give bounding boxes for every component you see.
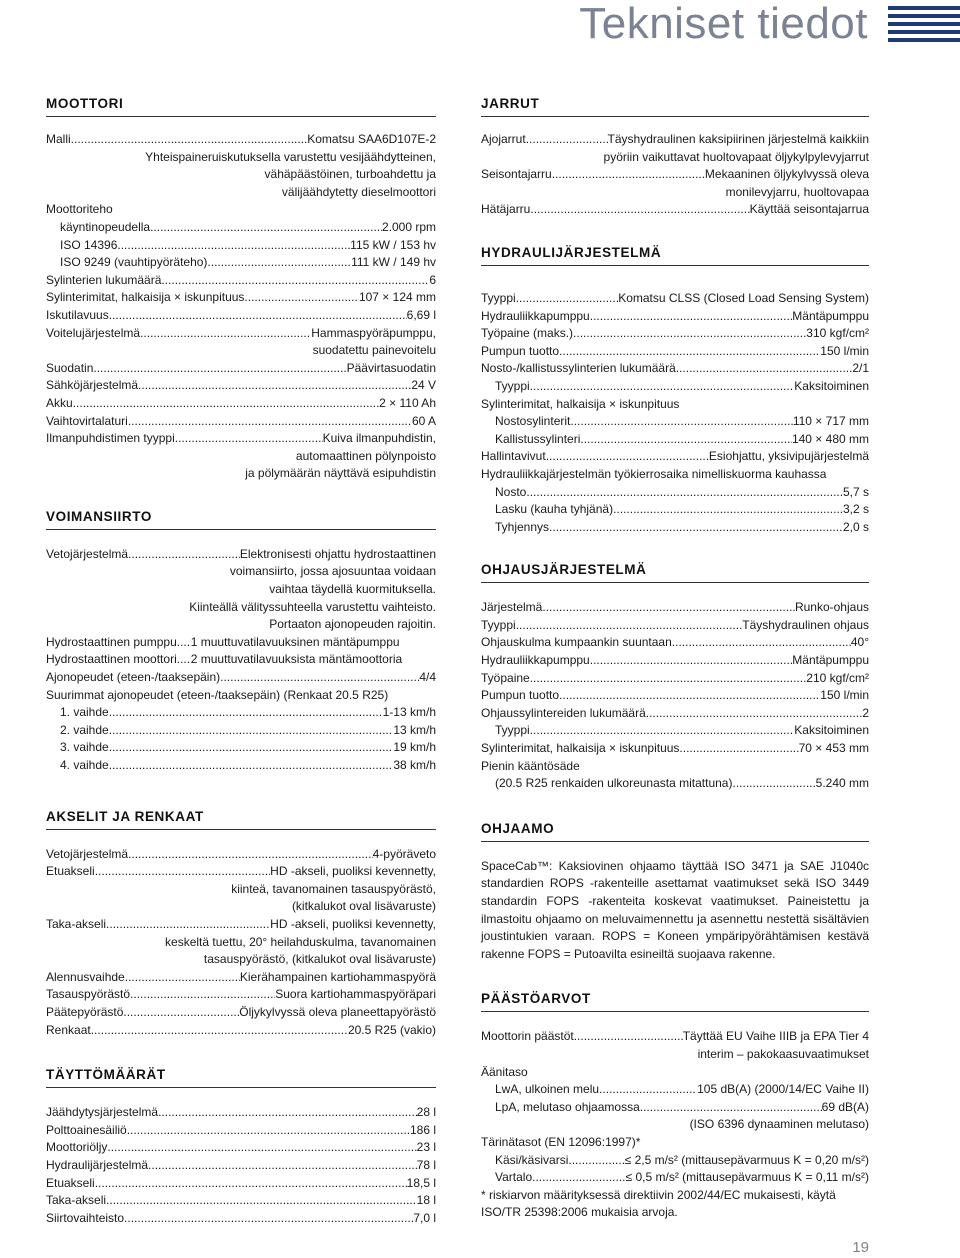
spec-row: Päätepyörästö ..... Öljykylvyssä oleva planeettapyörästö (46, 1004, 436, 1022)
spec-row: Lasku (kauha tyhjänä) ..... 3,2 s (481, 501, 869, 519)
spec-row: Sähköjärjestelmä ..... 24 V (46, 377, 436, 395)
spec-row: Tyyppi ..... Komatsu CLSS (Closed Load Sensing System) (481, 290, 869, 308)
spec-row: Hydrauliikkapumppu ..... Mäntäpumppu (481, 308, 869, 326)
spec-row: Etuakseli ..... HD -akseli, puoliksi kevennetty, (46, 863, 436, 881)
page-title: Tekniset tiedot (579, 0, 868, 48)
spec-row: Hätäjarru ..... Käyttää seisontajarrua (481, 201, 869, 219)
section-heading: MOOTTORI (46, 96, 436, 117)
spec-row: 4. vaihde ..... 38 km/h (46, 757, 436, 775)
spec-continuation: voimansiirto, jossa ajosuuntaa voidaan (229, 564, 436, 579)
spec-continuation: suodatettu painevoitelu (312, 343, 436, 358)
section-moottori (46, 96, 436, 483)
spec-continuation: (kitkalukot oval lisävaruste) (291, 899, 436, 914)
spec-row: Käsi/käsivarsi ..... ≤ 2,5 m/s² (mittausepävarmuus K = 0,20 m/s²) (481, 1152, 869, 1170)
spec-row: Nostosylinterit ..... 110 × 717 mm (481, 413, 869, 431)
spec-label: Suurimmat ajonopeudet (eteen-/taaksepäin) (Renkaat 20.5 R25) (46, 687, 389, 702)
spec-row: Vetojärjestelmä ..... 4-pyöräveto (46, 846, 436, 864)
spec-row: Taka-akseli ..... 18 l (46, 1192, 436, 1210)
spec-row: Kallistussylinteri ..... 140 × 480 mm (481, 431, 869, 449)
section-heading: OHJAAMO (481, 821, 869, 842)
section-voimansiirto (46, 509, 436, 775)
spec-row: 2. vaihde ..... 13 km/h (46, 722, 436, 740)
spec-row: Ilmanpuhdistimen tyyppi ..... Kuiva ilmanpuhdistin, (46, 430, 436, 448)
spec-row: Jäähdytysjärjestelmä ..... 28 l (46, 1104, 436, 1122)
spec-row: ISO 9249 (vauhtipyöräteho) ..... 111 kW / 149 hv (46, 254, 436, 272)
spec-label: Pienin kääntösäde (481, 758, 580, 773)
spec-row: Suodatin ..... Päävirtasuodatin (46, 360, 436, 378)
spec-row: ISO 14396 ..... 115 kW / 153 hv (46, 237, 436, 255)
spec-label: Sylinterimitat, halkaisija × iskunpituus (481, 396, 680, 411)
spec-row: Moottorin päästöt ..... Täyttää EU Vaihe IIIB ja EPA Tier 4 (481, 1028, 869, 1046)
spec-row: Voitelujärjestelmä ..... Hammaspyöräpumppu, (46, 325, 436, 343)
spec-row: Renkaat ..... 20.5 R25 (vakio) (46, 1022, 436, 1040)
spec-row: Tyhjennys ..... 2,0 s (481, 519, 869, 537)
spec-continuation: vähäpäästöinen, turboahdettu ja (264, 167, 436, 182)
spec-row: Moottoriöljy ..... 23 l (46, 1139, 436, 1157)
spec-row: Iskutilavuus ..... 6,69 l (46, 307, 436, 325)
spec-row: Siirtovaihteisto ..... 7,0 l (46, 1210, 436, 1228)
spec-row: Ohjaussylintereiden lukumäärä ..... 2 (481, 705, 869, 723)
spec-row: 3. vaihde ..... 19 km/h (46, 739, 436, 757)
spec-continuation: tasauspyörästö, (kitkalukot oval lisävaruste) (203, 952, 436, 967)
spec-continuation: interim – pakokaasuvaatimukset (697, 1046, 869, 1061)
spec-row: Hydraulijärjestelmä ..... 78 l (46, 1157, 436, 1175)
spec-row: Ajojarrut ..... Täyshydraulinen kaksipiirinen järjestelmä kaikkiin (481, 131, 869, 149)
ohjaamo-description: SpaceCab™: Kaksiovinen ohjaamo täyttää ISO 3471 ja SAE J1040c standardien ROPS -rakenteille asettamat vaatimukset sekä ISO 3449 standardin FOPS -rakenteita koskevat vaatimukset. Paineistettu ja ilmastoitu ohjaamo on meluvaimennettu ja asennettu nestettä sisältävien joustintukien varaan. ROPS = Koneen ympäripyörähtämisen kestävä rakenne FOPS = Putoavilta esineiltä suojaava rakenne. (481, 858, 869, 961)
section-heading: TÄYTTÖMÄÄRÄT (46, 1067, 436, 1088)
spec-row: Malli ..... Komatsu SAA6D107E-2 (46, 131, 436, 149)
footnote: * riskiarvon määrityksessä direktiivin 2002/44/EC mukaisesti, käytä ISO/TR 25398:2006 mukaisia arvoja. (481, 1187, 836, 1220)
spec-row: Hydrostaattinen pumppu ..... 1 muuttuvatilavuuksinen mäntäpumppu (46, 634, 436, 652)
spec-continuation: Portaaton ajonopeuden rajoitin. (269, 617, 436, 632)
spec-row: Nosto-/kallistussylinterien lukumäärä ..... 2/1 (481, 360, 869, 378)
spec-continuation: Yhteispaineruiskutuksella varustettu vesijäähdytteinen, (145, 149, 436, 164)
right-column (481, 96, 869, 1222)
section-jarrut (481, 96, 869, 219)
spec-continuation: automaattinen pölynpoisto (295, 448, 436, 463)
spec-continuation: keskeltä tuettu, 20° heilahduskulma, tavanomainen (165, 934, 436, 949)
spec-row: Sylinterimitat, halkaisija × iskunpituus ..... 70 × 453 mm (481, 740, 869, 758)
section-akselit-ja-renkaat (46, 809, 436, 1040)
section-heading: HYDRAULIJÄRJESTELMÄ (481, 245, 869, 266)
header-stripes-decoration (888, 6, 960, 46)
section-heading: VOIMANSIIRTO (46, 509, 436, 530)
spec-row: Vaihtovirtalaturi ..... 60 A (46, 413, 436, 431)
spec-label: Äänitaso (481, 1064, 528, 1079)
spec-row: Nosto ..... 5,7 s (481, 484, 869, 502)
spec-row: LwA, ulkoinen melu ..... 105 dB(A) (2000/14/EC Vaihe II) (481, 1081, 869, 1099)
spec-label: Tärinätasot (EN 12096:1997)* (481, 1134, 641, 1149)
spec-continuation: vaihtaa täydellä kuormituksella. (269, 582, 436, 597)
section-tayttomaarat (46, 1067, 436, 1227)
spec-row: Taka-akseli ..... HD -akseli, puoliksi kevennetty, (46, 916, 436, 934)
spec-row: käyntinopeudella ..... 2.000 rpm (46, 219, 436, 237)
spec-row: Etuakseli ..... 18,5 l (46, 1175, 436, 1193)
section-heading: OHJAUSJÄRJESTELMÄ (481, 562, 869, 583)
spec-continuation: (ISO 6396 dynaaminen melutaso) (689, 1117, 869, 1132)
section-ohjausjarjestelma (481, 562, 869, 793)
page-number: 19 (852, 1239, 869, 1256)
spec-row: Pumpun tuotto ..... 150 l/min (481, 687, 869, 705)
page-header (0, 0, 960, 60)
spec-row: Hydrauliikkapumppu ..... Mäntäpumppu (481, 652, 869, 670)
spec-row: Alennusvaihde ..... Kierähampainen kartiohammaspyörä (46, 969, 436, 987)
spec-label: Hydrauliikkajärjestelmän työkierrosaika nimelliskuorma kauhassa (481, 466, 827, 481)
spec-row: (20.5 R25 renkaiden ulkoreunasta mitattuna) ..... 5.240 mm (481, 775, 869, 793)
spec-row: Hydrostaattinen moottori ..... 2 muuttuvatilavuuksista mäntämoottoria (46, 651, 436, 669)
section-heading: JARRUT (481, 96, 869, 117)
spec-row: Tyyppi ..... Kaksitoiminen (481, 722, 869, 740)
section-heading: PÄÄSTÖARVOT (481, 991, 869, 1012)
spec-label: Moottoriteho (46, 202, 113, 217)
spec-row: Akku ..... 2 × 110 Ah (46, 395, 436, 413)
spec-row: Ohjauskulma kumpaankin suuntaan ..... 40° (481, 634, 869, 652)
spec-row: Pumpun tuotto ..... 150 l/min (481, 343, 869, 361)
spec-row: Vetojärjestelmä ..... Elektronisesti ohjattu hydrostaattinen (46, 546, 436, 564)
spec-continuation: Kiinteällä välityssuhteella varustettu vaihteisto. (189, 599, 436, 614)
spec-row: Vartalo ..... ≤ 0,5 m/s² (mittausepävarmuus K = 0,11 m/s²) (481, 1169, 869, 1187)
section-heading: AKSELIT JA RENKAAT (46, 809, 436, 830)
spec-row: Sylinterimitat, halkaisija × iskunpituus ..... 107 × 124 mm (46, 289, 436, 307)
left-column (46, 96, 436, 1227)
spec-row: Ajonopeudet (eteen-/taaksepäin) ..... 4/4 (46, 669, 436, 687)
section-paastoarvot (481, 991, 869, 1222)
spec-row: Järjestelmä ..... Runko-ohjaus (481, 599, 869, 617)
spec-row: Työpaine ..... 210 kgf/cm² (481, 670, 869, 688)
spec-row: Seisontajarru ..... Mekaaninen öljykylvyssä oleva (481, 166, 869, 184)
spec-row: LpA, melutaso ohjaamossa ..... 69 dB(A) (481, 1099, 869, 1117)
spec-row: Tasauspyörästö ..... Suora kartiohammaspyöräpari (46, 986, 436, 1004)
spec-row: Sylinterien lukumäärä ..... 6 (46, 272, 436, 290)
spec-row: Tyyppi ..... Täyshydraulinen ohjaus (481, 617, 869, 635)
section-ohjaamo (481, 821, 869, 964)
spec-row: Hallintavivut ..... Esiohjattu, yksivipujärjestelmä (481, 448, 869, 466)
spec-continuation: monilevyjarru, huoltovapaa (725, 184, 869, 199)
spec-continuation: kiinteä, tavanomainen tasauspyörästö, (231, 881, 436, 896)
spec-continuation: pyöriin vaikuttavat huoltovapaat öljykylpylevyjarrut (603, 149, 869, 164)
spec-row: Tyyppi ..... Kaksitoiminen (481, 378, 869, 396)
spec-continuation: ja pölymäärän näyttävä esipuhdistin (245, 466, 436, 481)
section-hydraulijarjestelma (481, 245, 869, 536)
spec-row: Työpaine (maks.) ..... 310 kgf/cm² (481, 325, 869, 343)
spec-row: Polttoainesäiliö ..... 186 l (46, 1122, 436, 1140)
spec-continuation: välijäähdytetty dieselmoottori (281, 184, 436, 199)
spec-row: 1. vaihde ..... 1-13 km/h (46, 704, 436, 722)
